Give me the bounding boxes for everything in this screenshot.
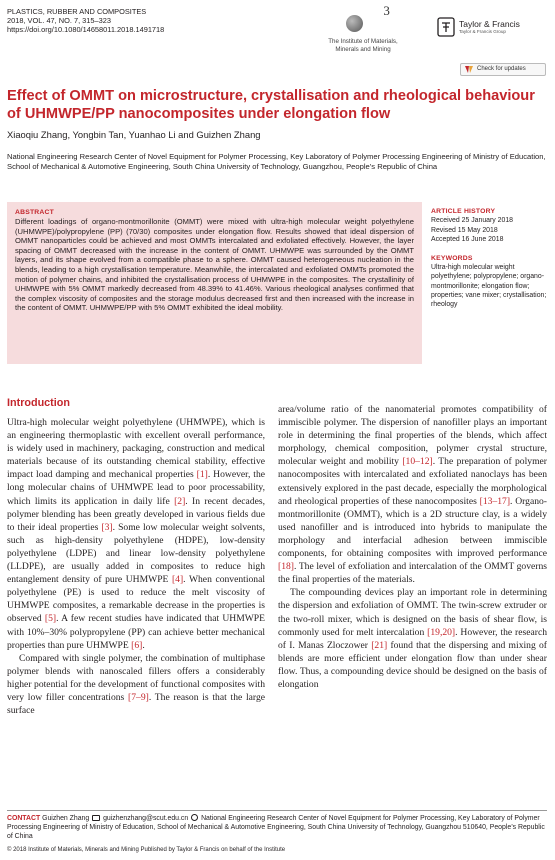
article-title: Effect of OMMT on microstructure, crystallisation and rheological behaviour of UHMWPE/PP nanocomposites under elongation flow	[7, 88, 535, 122]
history-revised: Revised 15 May 2018	[431, 226, 498, 234]
abstract-box	[7, 202, 422, 364]
introduction-heading: Introduction	[7, 397, 70, 409]
article-affiliation: National Engineering Research Center of Novel Equipment for Polymer Processing, Key Laboratory of Polymer Processing Engineering of Ministry of Education, School of Mechanical & Automotive Engineering, South China University of Technology, Guangzhou, People’s Republic of China	[7, 152, 546, 172]
citation-link[interactable]: [6]	[131, 639, 143, 651]
history-accepted: Accepted 16 June 2018	[431, 236, 504, 244]
citation-link[interactable]: [2]	[174, 495, 186, 507]
page-header	[7, 3, 548, 59]
keywords-heading: KEYWORDS	[431, 254, 473, 262]
journal-info	[7, 7, 164, 35]
citation-link[interactable]: [1]	[196, 469, 208, 481]
tf-name: Taylor & Francis	[459, 19, 520, 29]
taylor-francis-icon	[437, 17, 455, 37]
iom-logo	[313, 3, 423, 59]
contact-name: Guizhen Zhang	[42, 815, 90, 822]
footer-divider	[7, 810, 547, 811]
paragraph	[278, 586, 547, 691]
history-received: Received 25 January 2018	[431, 217, 513, 224]
iom-superscript: 3	[383, 3, 389, 18]
copyright-notice: © 2018 Institute of Materials, Minerals and Mining Published by Taylor & Francis on behalf of the Institute	[7, 847, 286, 853]
article-authors: Xiaoqiu Zhang, Yongbin Tan, Yuanhao Li and Guizhen Zhang	[7, 129, 261, 140]
tf-group: Taylor & Francis Group	[459, 29, 506, 34]
text-run: . However, the research of I. Manas Zloczower	[278, 626, 547, 651]
citation-link[interactable]: [10–12]	[402, 456, 433, 468]
text-run: The compounding devices play an important role in determining the dispersion and exfoliation of OMMT. The twin-screw extruder or the two-roll mixer, which is designed on the basis of shear flow, is commonly used for melt intercalation	[278, 587, 547, 638]
article-history-heading: ARTICLE HISTORY	[431, 208, 496, 215]
paragraph	[7, 652, 265, 717]
citation-link[interactable]: [21]	[371, 639, 388, 651]
text-run: .	[142, 639, 145, 651]
text-run: . The level of exfoliation and intercalation of the OMMT governs the final properties of the materials.	[278, 561, 547, 586]
journal-name: PLASTICS, RUBBER AND COMPOSITES	[7, 7, 147, 16]
abstract-heading: ABSTRACT	[15, 209, 54, 216]
citation-link[interactable]: [18]	[278, 561, 294, 573]
iom-line-1: The Institute of Materials,	[328, 38, 398, 45]
contact-label: CONTACT	[7, 815, 41, 822]
text-run: . In recent decades, polymer blending has been greatly developed in various fields due to their ideal properties	[7, 495, 266, 533]
citation-link[interactable]: [7–9]	[128, 691, 149, 703]
citation-link[interactable]: [5]	[44, 613, 57, 625]
contact-email[interactable]: guizhenzhang@scut.edu.cn	[103, 815, 189, 822]
text-run: . Organo-montmorillonite (OMMT), which is a 2D structure clay, is a widely used nanofiller and is introduced into hybrids to manipulate the morphology and interfacial adhesion between immiscible components, for obtaining composites with improved performance	[278, 495, 547, 560]
citation-link[interactable]: [13–17]	[479, 495, 511, 507]
contact-block	[7, 813, 547, 841]
article-sidebar	[431, 207, 547, 310]
text-run: Compared with single polymer, the combination of multiphase polymer blends with nanoscaled fillers offers a considerably higher potential for the development of functional composites with very low filler concentrations	[7, 652, 265, 703]
text-run: . When conventional polyethylene (PE) is used to reduce the melt viscosity of UHMWPE composites, a remarkable decrease in the properties is observed	[7, 574, 265, 625]
body-column-right	[278, 403, 547, 691]
text-run: . However, the long molecular chains of UHMWPE lead to poor processability, which limits its application in daily life	[7, 469, 265, 507]
text-run: . The preparation of polymer nanocomposites with intercalated and exfoliated nanoclays has been extensively explored in the past decade, especially the morphological and rheological properties of these nanocomposites	[278, 456, 547, 507]
text-run: Ultra-high molecular weight polyethylene (UHMWPE), which is an engineering thermoplastic with excellent overall performance, is widely used in machinery, packaging, construction and medical materials because of its outstanding chemical stability, effective impact load damping and mechanical properties	[7, 417, 265, 481]
text-run: found that the dispersing and mixing of blends are more efficient under elongation flow than under shear flow. Thus, a compounding device should be designed on the basis of elongation	[278, 639, 547, 690]
citation-link[interactable]: [4]	[171, 574, 184, 586]
paragraph	[7, 416, 265, 652]
citation-link[interactable]: [3]	[101, 521, 113, 533]
abstract-text: Different loadings of organo-montmorillonite (OMMT) were mixed with ultra-high molecular weight polyethylene (UHMWPE)/polypropylene (PP) (70/30) composites under elongation flow. Results showed that ideal dispersion of OMMT nanoparticles could be achieved and most OMMTs intercalated and exfoliated effectively. However, the layer spacing of OMMT decreased with the increase in the content of OMMT. UHMWPE was surrounded by the OMMT layers, and its shape evolved from a compatible phase to a sphere. OMMT caused heterogeneous nucleation in the blends, leading to a high crystallisation temperature. Meanwhile, the intercalated and exfoliated OMMTs promoted the motion of polymer chains, and inhibited the crystallisation process of UHMWPE in the composites. The crystallinity of UHMWPE with 5% OMMT markedly decreased from 48.39% to 41.46%. Various rheological analyses confirmed that the complex viscosity of composites and the storage modulus decreased first and then increased with the increase in the content of OMMT. UHMWPE/PP with 5% OMMT exhibited the ideal mobility.	[15, 217, 414, 313]
text-run: area/volume ratio of the nanomaterial promotes compatibility of immiscible polymer. The dispersion of nanofiller plays an important role in determining the final properties of the blends, which affect morphology, chemical composition, polymer crystal structure, molecular weight and mobility	[278, 404, 547, 468]
address-icon	[191, 814, 198, 821]
journal-doi[interactable]: https://doi.org/10.1080/14658011.2018.1491718	[7, 25, 165, 35]
contact-address: National Engineering Research Center of Novel Equipment for Polymer Processing, Key Laboratory of Polymer Processing Engineering of Ministry of Education, School of Mechanical & Automotive Engineering, South China University of Technology, Guangzhou 510640, People’s Republic of China	[7, 815, 545, 840]
text-run: . A few recent studies have indicated that UHMWPE with 10%–30% polypropylene (PP) can achieve better mechanical properties than pure UHMWPE	[7, 613, 265, 651]
iom-caption	[313, 38, 413, 53]
taylor-francis-logo	[437, 15, 547, 45]
email-icon	[92, 815, 100, 821]
paragraph	[278, 403, 547, 586]
iom-mark-text	[323, 5, 383, 38]
text-run: . Some low molecular weight solvents, such as high-density polyethylene (HDPE), low-density polyethylene (LDPE) and linear low-density polyethylene (LLDPE), are usually added in composites to reduce high entanglement density of pure UHMWPE	[7, 521, 265, 586]
check-updates-button[interactable]	[460, 63, 546, 76]
check-updates-label: Check for updates	[477, 66, 526, 72]
citation-link[interactable]: [19,20]	[427, 626, 456, 638]
journal-volume: 2018, VOL. 47, NO. 7, 315–323	[7, 16, 111, 26]
text-run: . The reason is that the large surface	[7, 691, 265, 717]
body-column-left	[7, 416, 265, 717]
iom-line-2: Minerals and Mining	[335, 45, 391, 53]
check-updates-icon	[464, 65, 474, 74]
keywords-text: Ultra-high molecular weight polyethylene; polypropylene; organo-montmorillonite; elongation flow; properties; vane mixer; crystallisation; rheology	[431, 263, 547, 309]
iom-wordmark	[323, 5, 389, 39]
